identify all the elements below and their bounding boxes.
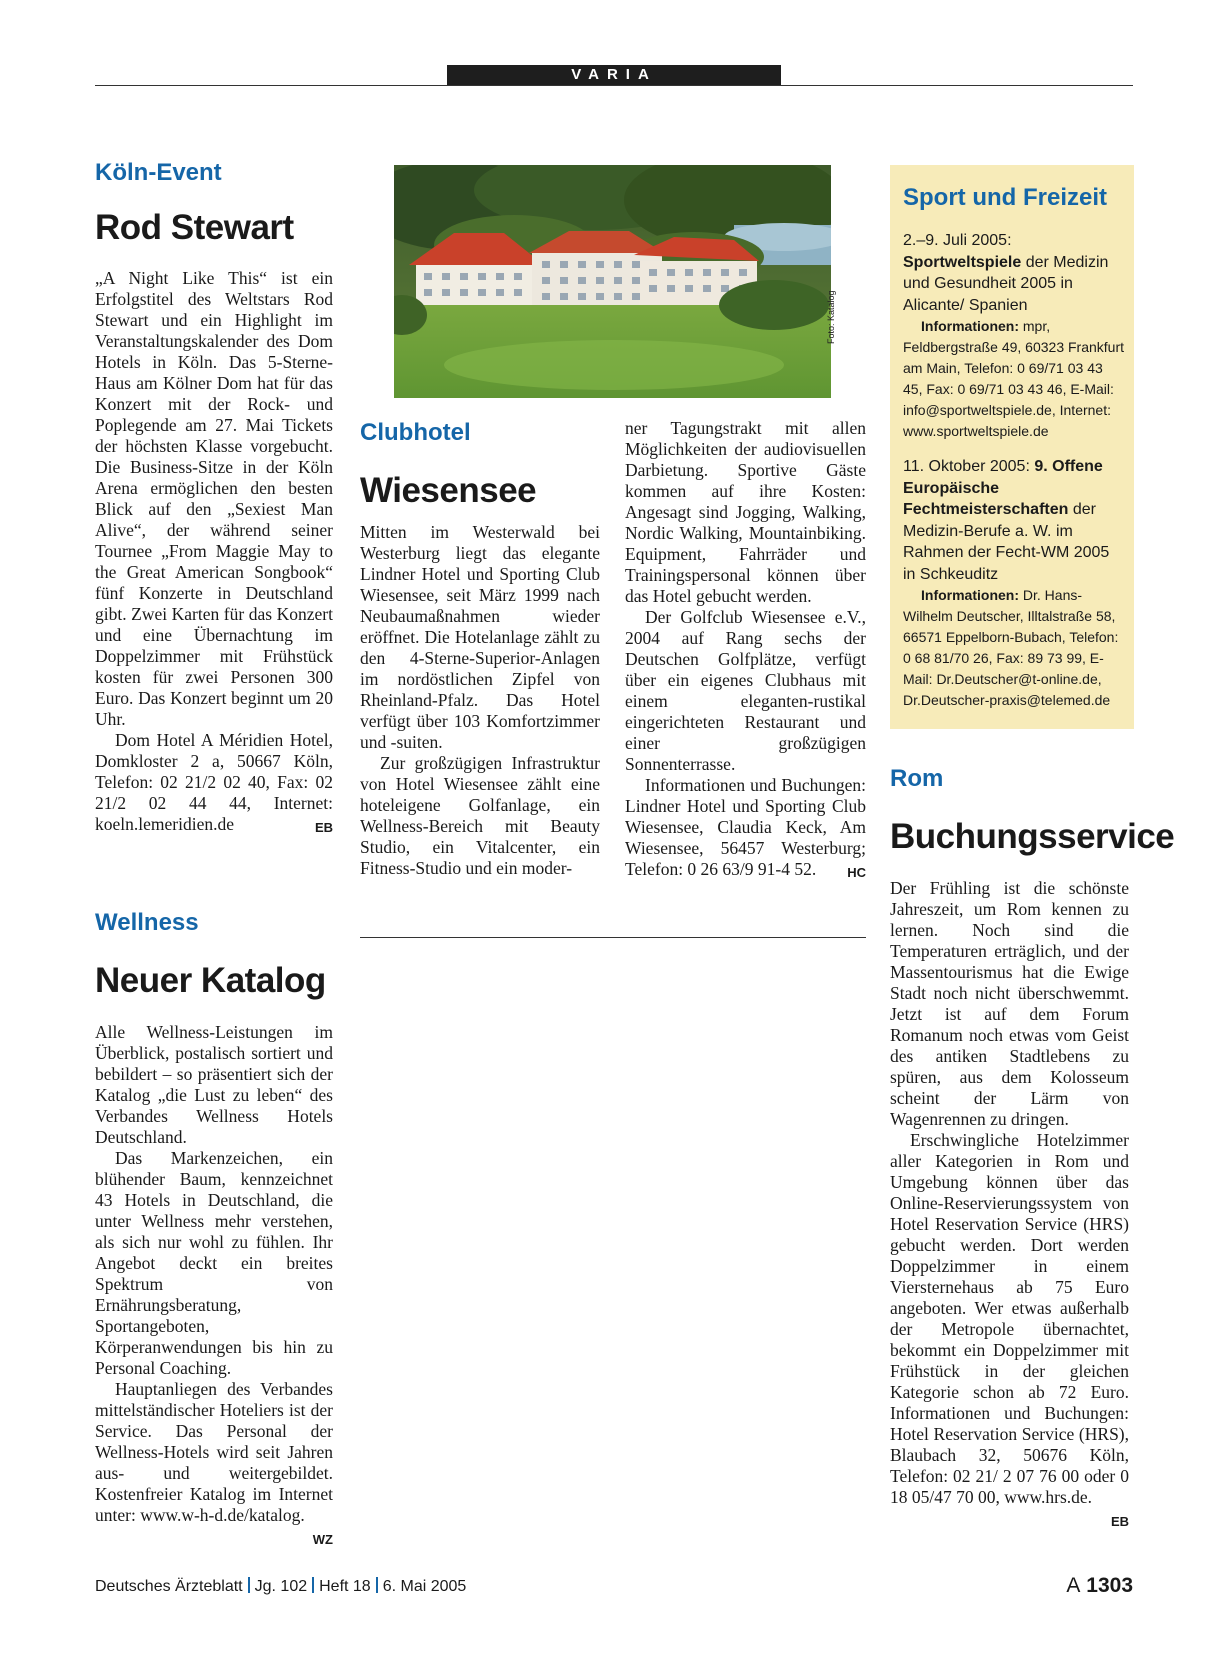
wellness-paragraph-3 (95, 1379, 333, 1547)
wellness-paragraph-1: Alle Wellness-Leistungen im Überblick, postalisch sortiert und bebildert – so präsentiert sich der Katalog „die Lust zu leben“ des Verbandes Wellness Hotels Deutschland. (95, 1022, 333, 1147)
sport-events (903, 230, 1125, 711)
koeln-paragraph-2-text: Dom Hotel A Méridien Hotel, Domkloster 2 a, 50667 Köln, Telefon: 02 21/2 02 40, Fax: 02 21/2 02 44 44, Internet: koeln.lemeridien.de (95, 730, 333, 834)
wellness-paragraph-3-text: Hauptanliegen des Verbandes mittelständischer Hoteliers ist der Service. Das Personal der Wellness-Hotels wird seit Jahren aus- und weitergebildet. Kostenfreier Katalog im Internet unter: www.w-h-d.de/katalog. (95, 1379, 333, 1525)
clubhotel-col1-paragraph-2: Zur großzügigen Infrastruktur von Hotel Wiesensee zählt eine hoteleigene Golfanlage, ein Wellness-Bereich mit Beauty Studio, ein Vitalcenter, ein Fitness-Studio und ein moder- (360, 753, 600, 878)
sport-event-1-info (903, 316, 1125, 442)
rom-paragraph-1: Der Frühling ist die schönste Jahreszeit, um Rom kennen zu lernen. Noch sind die Temperaturen erträglich, und der Massentourismus hat die Ewige Stadt noch nicht überschwemmt. Jetzt ist auf dem Forum Romanum noch etwas vom Geist des antiken Stadtlebens zu spüren, aus dem Kolosseum scheint der Lärm von Wagenrennen zu dringen. (890, 878, 1129, 1129)
clubhotel-author: HC (847, 865, 866, 880)
sport-event-1-title: Sportweltspiele (903, 253, 1022, 271)
clubhotel-divider (360, 937, 866, 938)
hotel-photo (394, 165, 831, 398)
koeln-author: EB (314, 820, 333, 835)
rom-paragraph-2-text: Erschwingliche Hotelzimmer aller Kategorien in Rom und Umgebung können über das Online-Reservierungssystem von Hotel Reservation Service (HRS) gebucht werden. Dort werden Doppelzimmer in einem Viersternehaus ab 75 Euro angeboten. Wer etwas außerhalb der Metropole übernachtet, bekommt ein Doppelzimmer mit Frühstück in der gleichen Kategorie schon ab 72 Euro. Informationen und Buchungen: Hotel Reservation Service (HRS), Blaubach 32, 50676 Köln, Telefon: 02 21/ 2 07 76 00 oder 0 18 05/47 70 00, www.hrs.de. (890, 1130, 1129, 1507)
wellness-headline: Neuer Katalog (95, 961, 326, 1000)
koeln-article (95, 268, 333, 838)
clubhotel-col2-paragraph-3 (625, 775, 866, 880)
clubhotel-col1-paragraph-1: Mitten im Westerwald bei Westerburg liegt das elegante Lindner Hotel und Sporting Club Wiesensee, seit März 1999 nach Neubaumaßnahmen wieder eröffnet. Die Hotelanlage zählt zu den 4-Sterne-Superior-Anlagen im nordöstlichen Zipfel von Rheinland-Pfalz. Das Hotel verfügt über 103 Komfortzimmer und -suiten. (360, 522, 600, 752)
wellness-kicker: Wellness (95, 909, 199, 936)
footer-separator (312, 1577, 314, 1593)
clubhotel-col2-paragraph-2: Der Golfclub Wiesensee e.V., 2004 auf Rang sechs der Deutschen Golfplätze, verfügt über ein eigenes Clubhaus mit einem eleganten-rustikal eingerichteten Restaurant und einer großzügigen Sonnenterrasse. (625, 607, 866, 774)
sport-event-2-info (903, 585, 1125, 711)
sport-event-1-desc: der Medizin und Gesundheit 2005 in Alicante/ Spanien (903, 253, 1109, 314)
page-prefix: A (1066, 1574, 1081, 1597)
wellness-article (95, 1022, 333, 1550)
rom-article (890, 878, 1129, 1532)
footer-separator (248, 1577, 250, 1593)
sport-event-2-title: 9. Offene Europäische Fechtmeisterschaften (903, 458, 1103, 518)
sport-event-1-date: 2.–9. Juli 2005: (903, 232, 1012, 249)
footer-journal: Deutsches Ärzteblatt (95, 1578, 243, 1595)
clubhotel-col2-paragraph-1: ner Tagungstrakt mit allen Möglichkeiten der audiovisuellen Darbietung. Sportive Gäste kommen auf ihre Kosten: Angesagt sind Jogging, Walking, Nordic Walking, Mountainbiking. Equipment, Fahrräder und Trainingspersonal können über das Hotel gebucht werden. (625, 418, 866, 606)
koeln-paragraph-1: „A Night Like This“ ist ein Erfolgstitel des Weltstars Rod Stewart und ein Highlight im Veranstaltungskalender des Dom Hotels in Köln. Das 5-Sterne-Haus am Kölner Dom hat für das Konzert mit der Rock- und Poplegende am 27. Mai Tickets der höchsten Klasse vorgebucht. Die Business-Sitze in der Köln Arena ermöglichen den besten Blick auf den „Sexiest Man Alive“, der während seiner Tournee „From Maggie May to the Great American Songbook“ fünf Konzerte in Deutschland gibt. Zwei Karten für das Konzert und eine Übernachtung im Doppelzimmer mit Frühstück kosten für zwei Personen 300 Euro. Das Konzert beginnt um 20 Uhr. (95, 268, 333, 729)
sport-title: Sport und Freizeit (903, 184, 1107, 211)
koeln-kicker: Köln-Event (95, 159, 222, 186)
clubhotel-column-2 (625, 418, 866, 883)
rom-kicker: Rom (890, 765, 944, 792)
footer-separator (376, 1577, 378, 1593)
koeln-paragraph-2 (95, 730, 333, 835)
sport-event-1-info-text: mpr, Feldbergstraße 49, 60323 Frankfurt am Main, Telefon: 0 69/71 03 43 45, Fax: 0 69/71 03 43 46, E-Mail: info@sportweltspiele.de, Internet: www.sportweltspiele.de (903, 318, 1125, 439)
sport-event-2 (903, 456, 1125, 585)
sport-event-1 (903, 230, 1125, 316)
section-label: VARIA (447, 65, 781, 85)
clubhotel-kicker: Clubhotel (360, 419, 471, 446)
rom-paragraph-2 (890, 1130, 1129, 1529)
header-rule (95, 85, 1133, 86)
wellness-paragraph-2: Das Markenzeichen, ein blühender Baum, kennzeichnet 43 Hotels in Deutschland, die unter Wellness mehr verstehen, als sich nur wohl zu fühlen. Ihr Angebot deckt ein breites Spektrum von Ernährungsberatung, Sportangeboten, Körperanwendungen bis hin zu Personal Coaching. (95, 1148, 333, 1378)
page-number (1066, 1574, 1133, 1598)
footer-citation (95, 1577, 466, 1596)
rom-author: EB (1110, 1514, 1129, 1529)
sport-event-1-info-lead: Informationen: (921, 318, 1019, 334)
clubhotel-column-1 (360, 522, 600, 879)
footer-date: 6. Mai 2005 (382, 1578, 467, 1595)
page-number-value: 1303 (1086, 1574, 1133, 1597)
koeln-headline: Rod Stewart (95, 208, 294, 247)
footer-volume: Jg. 102 (254, 1578, 308, 1595)
clubhotel-headline: Wiesensee (360, 471, 537, 510)
rom-headline: Buchungsservice (890, 817, 1175, 856)
clubhotel-col2-paragraph-3-text: Informationen und Buchungen: Lindner Hotel und Sporting Club Wiesensee, Claudia Keck, Am Wiesensee, 56457 Westerburg; Telefon: 0 26 63/9 91-4 52. (625, 775, 866, 879)
wellness-author: WZ (312, 1532, 333, 1547)
sport-event-2-date: 11. Oktober 2005: (903, 458, 1035, 475)
sport-event-2-desc: der Medizin-Berufe a. W. im Rahmen der Fecht-WM 2005 in Schkeuditz (903, 501, 1110, 583)
footer-issue: Heft 18 (319, 1578, 371, 1595)
sport-event-2-info-text: Dr. Hans-Wilhelm Deutscher, Illtalstraße 58, 66571 Eppelborn-Bubach, Telefon: 0 68 81/70 26, Fax: 89 73 99, E-Mail: Dr.Deutscher@t-online.de, Dr.Deutscher-praxis@telemed.de (903, 587, 1119, 708)
sport-event-2-info-lead: Informationen: (921, 587, 1019, 603)
hotel-photo-illustration (394, 165, 831, 398)
photo-credit: Foto: Katalog (826, 290, 836, 344)
